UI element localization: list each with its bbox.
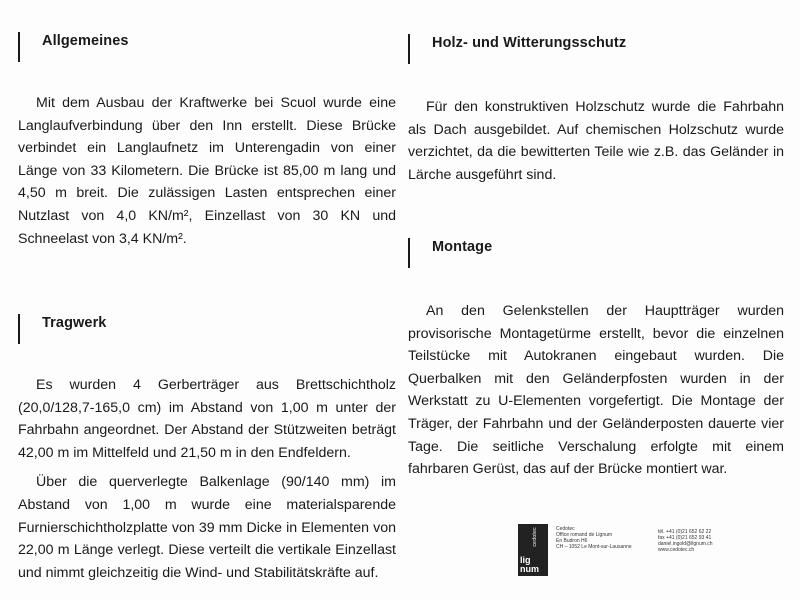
section-paragraph: Für den konstruktiven Holzschutz wurde die Fahrbahn als Dach ausgebildet. Auf chemischen Holzschutz wurde verzichtet, da die bewitterten Teile wie z.B. das Geländer in Lärche ausgeführt sind. <box>408 99 784 183</box>
address-line: En Budron H6 <box>556 538 588 544</box>
section-holzschutz <box>408 34 784 186</box>
section-marker <box>408 34 410 64</box>
section-heading: Allgemeines <box>42 33 129 49</box>
section-heading: Holz- und Witterungsschutz <box>432 35 627 51</box>
section-paragraph: An den Gelenkstellen der Hauptträger wurden provisorische Montagetürme erstellt, bevor die einzelnen Teilstücke mit Autokranen eingebaut wurden. Die Querbalken mit den Geländerpfosten wurden in der Werkstatt zu U-Elementen vorgefertigt. Die Montage der Träger, der Fahrbahn und der Geländerposten dauerte vier Tage. Die seitliche Verschalung erfolgte mit einem fahrbaren Gerüst, das auf der Brücke montiert war. <box>408 303 784 478</box>
section-marker <box>408 238 410 268</box>
fax-line: fax +41 (0)21 652 93 41 <box>658 535 712 541</box>
email-link[interactable]: daniel.ingold@lignum.ch <box>658 541 713 547</box>
section-montage <box>408 238 784 481</box>
section-heading: Montage <box>432 239 493 255</box>
contact-block <box>658 529 713 553</box>
section-marker <box>18 32 20 62</box>
logo-vertical-text: cedotec <box>532 527 538 547</box>
address-line: Office romand de Lignum <box>556 532 613 538</box>
section-marker <box>18 314 20 344</box>
section-allgemeines <box>18 32 396 250</box>
address-line: Cedotec <box>556 526 575 532</box>
section-paragraph: Mit dem Ausbau der Kraftwerke bei Scuol wurde eine Langlaufverbindung über den Inn erstellt. Diese Brücke verbindet ein Langlaufnetz im Unterengadin von einer Länge von 33 Kilometern. Die Brücke ist 85,00 m lang und 4,50 m breit. Die zulässigen Lasten entsprechen einer Nutzlast von 4,0 KN/m², Einzellast von 30 KN und Schneelast von 3,4 KN/m². <box>18 95 396 247</box>
section-paragraph: Es wurden 4 Gerberträger aus Brettschichtholz (20,0/128,7-165,0 cm) im Abstand von 1,00 m unter der Fahrbahn angeordnet. Der Abstand der Stützweiten beträgt 42,00 m im Mittelfeld und 21,50 m in den Endfeldern. <box>18 377 396 461</box>
phone-line: tél. +41 (0)21 652 62 22 <box>658 529 712 535</box>
website-link[interactable]: www.cedotec.ch <box>658 547 695 553</box>
lignum-logo <box>518 524 548 576</box>
address-block <box>556 526 632 550</box>
section-tragwerk <box>18 314 396 584</box>
section-heading: Tragwerk <box>42 315 107 331</box>
publisher-footer <box>518 524 788 580</box>
logo-mark: lig num <box>520 555 539 574</box>
address-line: CH – 1052 Le Mont-sur-Lausanne <box>556 544 632 550</box>
section-paragraph: Über die querverlegte Balkenlage (90/140 mm) im Abstand von 1,00 m wurde eine materialsparende Furnierschichtholzplatte von 39 mm Dicke in Elementen von 22,00 m Länge verlegt. Diese verteilt die vertikale Einzellast und nimmt gleichzeitig die Wind- und Stabilitätskräfte auf. <box>18 474 396 581</box>
